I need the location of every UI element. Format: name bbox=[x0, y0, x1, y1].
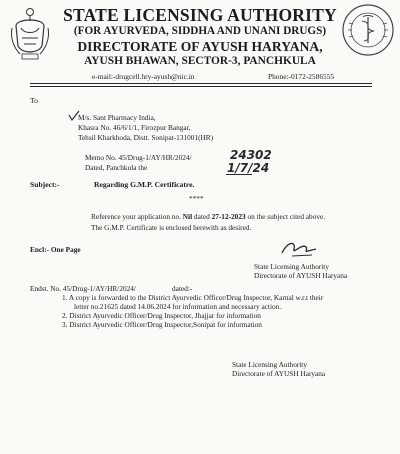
subject-label: Subject:- bbox=[30, 180, 60, 189]
sign-office: Directorate of AYUSH Haryana bbox=[232, 369, 326, 378]
directorate-name: DIRECTORATE OF AYUSH HARYANA, bbox=[77, 39, 323, 54]
sign-office: Directorate of AYUSH Haryana bbox=[254, 271, 348, 280]
to-label: To bbox=[30, 96, 38, 105]
directorate-address: AYUSH BHAWAN, SECTOR-3, PANCHKULA bbox=[84, 55, 316, 67]
body-text: Reference your application no. bbox=[91, 212, 183, 221]
recipient-address-line: Tehsil Kharkhoda, Distt. Sonipat-131001(HR) bbox=[78, 133, 214, 142]
handwritten-date: 1/7/24 bbox=[227, 161, 270, 175]
handwritten-underline bbox=[226, 174, 252, 175]
sign-title: State Licensing Authority bbox=[254, 262, 329, 271]
authority-subtitle: (FOR AYURVEDA, SIDDHA AND UNANI DRUGS) bbox=[73, 25, 327, 37]
authority-title: STATE LICENSING AUTHORITY bbox=[63, 5, 337, 25]
endorsement-number: Endst. No. 45/Drug-1/AY/HR/2024/ bbox=[30, 284, 136, 293]
copy-item-2: 2. District Ayurvedic Officer/Drug Inspector, Jhajjar for information bbox=[62, 311, 261, 320]
body-text: dated bbox=[192, 212, 212, 221]
endorsement-dated: dated:- bbox=[172, 284, 193, 293]
ayush-seal-icon bbox=[341, 3, 395, 57]
body-text: on the subject cited above. bbox=[245, 212, 326, 221]
recipient-address-line: Khasra No. 46/6/1/1, Firozpur Bangar, bbox=[78, 123, 191, 132]
copy-item-1: 1. A copy is forwarded to the District Ayurvedic Officer/Drug Inspector, Karnal w.r.t their bbox=[62, 293, 324, 302]
application-date: 27-12-2023 bbox=[211, 212, 246, 221]
copy-item-3: 3. District Ayurvedic Officer/Drug Inspector,Sonipat for information bbox=[62, 320, 262, 329]
phone-text: Phone:-0172-2586555 bbox=[268, 72, 335, 81]
application-number: Nil bbox=[182, 212, 193, 221]
enclosure-label: Encl:- One Page bbox=[30, 245, 81, 254]
memo-dated: Dated, Panchkula the bbox=[85, 163, 148, 172]
memo-number: Memo No. 45/Drug-1/AY/HR/2024/ bbox=[85, 153, 192, 162]
separator-stars: **** bbox=[189, 194, 204, 203]
haryana-emblem-icon bbox=[8, 4, 52, 60]
header-rule-thin bbox=[30, 86, 372, 87]
body-line bbox=[91, 212, 325, 221]
copy-item-1-continued: letter no.21625 dated 14.06.2024 for information and necessary action. bbox=[74, 302, 282, 311]
sign-title: State Licensing Authority bbox=[232, 360, 307, 369]
subject-text: Regarding G.M.P. Certificatre. bbox=[94, 180, 195, 189]
email-text: e-mail:-drugcell.hry-ayush@nic.in bbox=[92, 72, 195, 81]
recipient-name: M/s. Sant Pharmacy India, bbox=[78, 113, 156, 122]
header-rule bbox=[30, 83, 372, 84]
handwritten-memo-number: 24302 bbox=[230, 148, 272, 162]
signature-authority bbox=[278, 237, 318, 259]
body-line-certificate: The G.M.P. Certificate is enclosed herewith as desired. bbox=[91, 223, 252, 232]
